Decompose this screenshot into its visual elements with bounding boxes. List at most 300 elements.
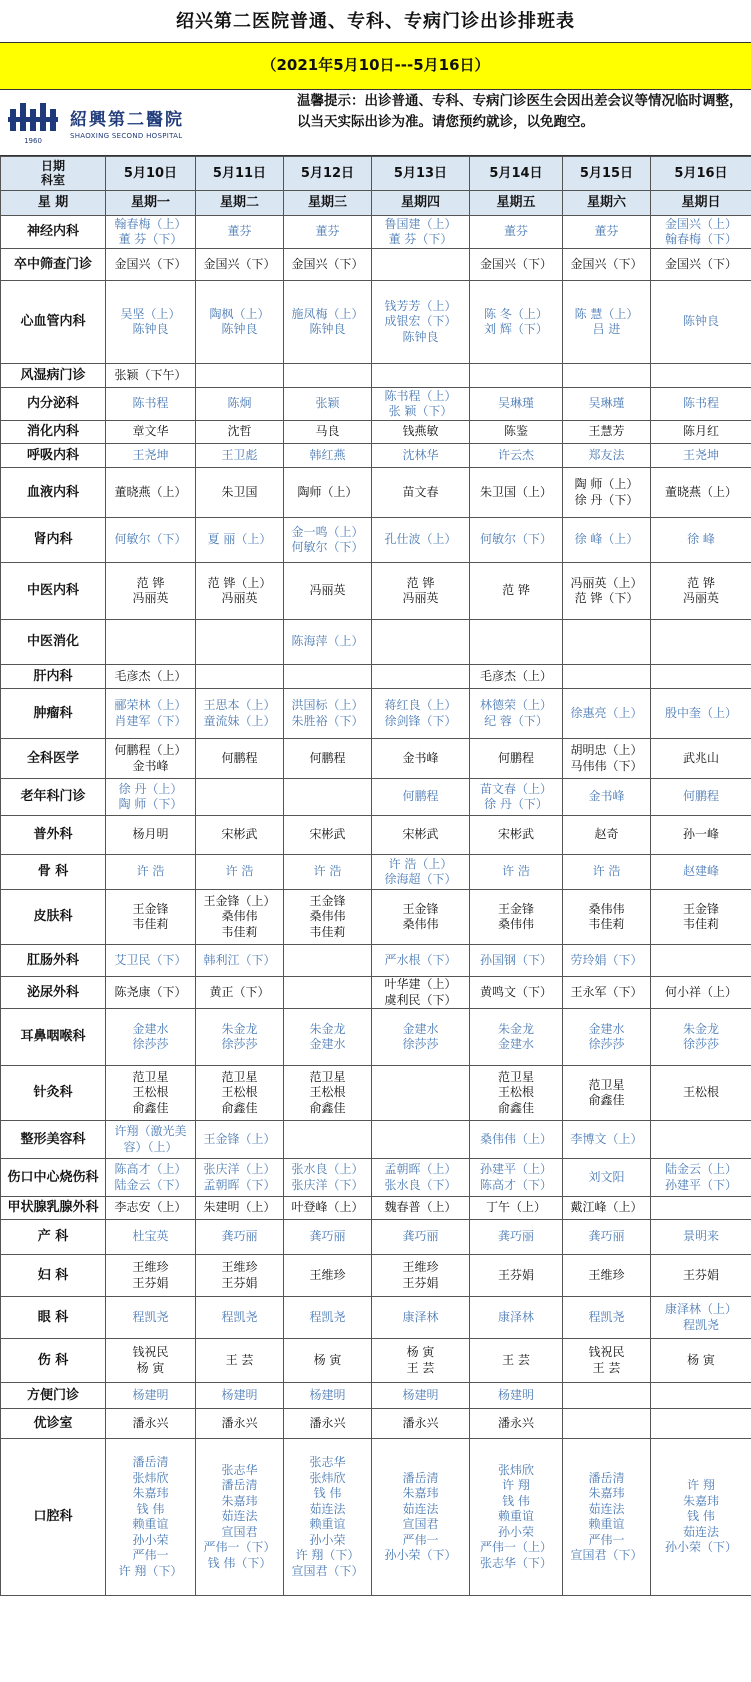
doctor-name: 王松根 xyxy=(132,1085,169,1100)
schedule-cell xyxy=(284,689,372,739)
doctor-name: 董 芬（下） xyxy=(388,232,453,246)
schedule-cell xyxy=(196,249,284,281)
doctor-name: 陈钟良 xyxy=(402,329,439,344)
schedule-cell xyxy=(563,890,651,945)
doctor-name: 鲁国建（上） xyxy=(384,216,457,231)
doctor-name: 杨 寅 xyxy=(406,1345,435,1359)
schedule-cell xyxy=(470,444,563,468)
doctor-name: 何鹏程 xyxy=(497,750,534,765)
schedule-cell xyxy=(372,977,470,1009)
schedule-row xyxy=(1,779,751,816)
doctor-name: 吴坚（上） xyxy=(120,306,181,321)
schedule-cell xyxy=(372,1339,470,1383)
schedule-cell xyxy=(372,945,470,977)
doctor-name: 孙国钢（下） xyxy=(479,952,552,967)
doctor-name: 钱 伟（下） xyxy=(207,1555,272,1570)
schedule-cell xyxy=(196,1409,284,1439)
schedule-cell xyxy=(196,563,284,620)
doctor-name: 童流妹（上） xyxy=(203,713,276,728)
doctor-name: 冯丽英 xyxy=(309,583,346,598)
doctor-name: 王松根 xyxy=(309,1085,346,1100)
schedule-cell xyxy=(563,518,651,563)
schedule-cell xyxy=(372,563,470,620)
doctor-name: 陶 师（上） xyxy=(574,477,639,491)
schedule-cell xyxy=(284,388,372,421)
doctor-name: 叶华建（上） xyxy=(384,977,457,991)
schedule-cell xyxy=(284,444,372,468)
weekday-cell: 星期日 xyxy=(651,191,751,216)
doctor-name: 朱卫国（上） xyxy=(479,484,552,499)
doctor-name: 杨建明 xyxy=(497,1387,534,1402)
department-name: 卒中筛查门诊 xyxy=(1,249,106,281)
schedule-cell xyxy=(106,1255,196,1297)
schedule-cell xyxy=(284,1339,372,1383)
doctor-name: 钱祝民 xyxy=(588,1345,625,1359)
doctor-name: 程凯尧 xyxy=(682,1317,719,1332)
weekday-cell: 星期二 xyxy=(196,191,284,216)
schedule-cell xyxy=(651,1220,751,1255)
department-name: 心血管内科 xyxy=(1,281,106,364)
schedule-table xyxy=(0,156,751,1596)
schedule-cell xyxy=(372,444,470,468)
schedule-cell xyxy=(196,1009,284,1066)
doctor-name: 金一鸣（上） xyxy=(291,524,364,539)
schedule-cell xyxy=(470,1255,563,1297)
schedule-cell xyxy=(372,1197,470,1220)
schedule-cell xyxy=(470,689,563,739)
doctor-name: 王金锋 xyxy=(402,901,439,916)
doctor-name: 何鹏程（上） xyxy=(114,743,187,757)
schedule-cell xyxy=(106,563,196,620)
schedule-row xyxy=(1,1297,751,1339)
schedule-cell xyxy=(284,620,372,665)
schedule-cell xyxy=(196,1297,284,1339)
schedule-cell xyxy=(470,1009,563,1066)
department-name: 方便门诊 xyxy=(1,1383,106,1409)
doctor-name: 金国兴（上） xyxy=(664,216,737,231)
schedule-cell xyxy=(651,1255,751,1297)
department-name: 皮肤科 xyxy=(1,890,106,945)
schedule-cell xyxy=(106,689,196,739)
department-name: 呼吸内科 xyxy=(1,444,106,468)
doctor-name: 许 浩 xyxy=(592,864,621,879)
department-name: 普外科 xyxy=(1,816,106,855)
doctor-name: 张志华（下） xyxy=(479,1555,552,1570)
schedule-cell xyxy=(563,1297,651,1339)
schedule-cell xyxy=(563,1439,651,1596)
schedule-cell xyxy=(284,364,372,388)
schedule-cell xyxy=(470,1066,563,1121)
doctor-name: 潘岳清 xyxy=(402,1470,439,1485)
schedule-row xyxy=(1,364,751,388)
schedule-cell xyxy=(106,518,196,563)
schedule-cell xyxy=(651,816,751,855)
schedule-cell xyxy=(196,1383,284,1409)
schedule-cell xyxy=(372,1159,470,1197)
doctor-name: 黄鸣文（下） xyxy=(479,984,552,999)
doctor-name: 金书峰 xyxy=(402,750,439,765)
doctor-name: 孙一峰 xyxy=(682,827,719,842)
department-name: 耳鼻咽喉科 xyxy=(1,1009,106,1066)
doctor-name: 韩利江（下） xyxy=(203,952,276,967)
doctor-name: 王 芸 xyxy=(502,1352,530,1367)
doctor-name: 孙小荣（下） xyxy=(384,1548,457,1562)
schedule-row xyxy=(1,739,751,779)
schedule-cell xyxy=(470,1409,563,1439)
schedule-row xyxy=(1,890,751,945)
doctor-name: 洪国标（上） xyxy=(291,698,364,712)
doctor-name: 钱 伟 xyxy=(502,1493,530,1508)
doctor-name: 杨建明 xyxy=(402,1387,439,1402)
doctor-name: 赖重谊 xyxy=(132,1517,169,1531)
schedule-cell xyxy=(372,620,470,665)
schedule-cell xyxy=(651,1009,751,1066)
doctor-name: 王金锋 xyxy=(682,901,719,916)
schedule-cell xyxy=(284,1159,372,1197)
schedule-cell xyxy=(563,563,651,620)
doctor-name: 朱嘉玮 xyxy=(682,1493,719,1508)
schedule-cell xyxy=(470,779,563,816)
schedule-cell xyxy=(470,1197,563,1220)
doctor-name: 王金锋 xyxy=(132,901,169,916)
date-range: （2021年5月10日---5月16日） xyxy=(0,43,751,90)
schedule-cell xyxy=(196,468,284,518)
notice-text: 温馨提示：出诊普通、专科、专病门诊医生会因出差会议等情况临时调整，以当天实际出诊为准。请您预约就诊，以免跑空。 xyxy=(297,93,743,130)
schedule-cell xyxy=(563,1220,651,1255)
doctor-name: 金建水 xyxy=(132,1021,169,1036)
schedule-cell xyxy=(563,1339,651,1383)
schedule-cell xyxy=(196,890,284,945)
doctor-name: 王芬娟 xyxy=(497,1267,534,1282)
schedule-row xyxy=(1,1009,751,1066)
doctor-name: 杨月明 xyxy=(132,827,169,842)
doctor-name: 许 浩 xyxy=(136,864,165,879)
schedule-cell xyxy=(563,421,651,444)
schedule-cell xyxy=(470,665,563,689)
doctor-name: 许 翔（下） xyxy=(295,1548,360,1562)
doctor-name: 徐 峰（上） xyxy=(574,532,639,547)
schedule-cell xyxy=(106,1297,196,1339)
schedule-cell xyxy=(106,945,196,977)
doctor-name: 蒋红良（上） xyxy=(384,698,457,712)
doctor-name: 武兆山 xyxy=(682,750,719,765)
corner-dept-label: 科室 xyxy=(40,172,65,187)
doctor-name: 王维珍 xyxy=(588,1267,625,1282)
doctor-name: 王芬娟 xyxy=(682,1267,719,1282)
doctor-name: 金书峰 xyxy=(132,758,169,773)
doctor-name: 茹连法 xyxy=(402,1501,439,1516)
doctor-name: 俞鑫佳 xyxy=(309,1100,346,1115)
schedule-row xyxy=(1,977,751,1009)
doctor-name: 冯丽英 xyxy=(132,591,169,605)
doctor-name: 金建水 xyxy=(402,1021,439,1036)
doctor-name: 王维珍 xyxy=(402,1260,439,1274)
doctor-name: 张颖（下午） xyxy=(114,367,187,382)
schedule-row xyxy=(1,1255,751,1297)
doctor-name: 沈林华 xyxy=(402,447,439,462)
schedule-cell xyxy=(106,739,196,779)
schedule-cell xyxy=(106,364,196,388)
doctor-name: 范 铧 xyxy=(687,575,715,590)
doctor-name: 景明来 xyxy=(682,1229,719,1244)
doctor-name: 严伟一 xyxy=(588,1532,625,1547)
weekday-cell: 星期六 xyxy=(563,191,651,216)
doctor-name: 杨 寅 xyxy=(313,1352,342,1367)
doctor-name: 陈海萍（上） xyxy=(291,634,364,649)
doctor-name: 桑伟伟 xyxy=(497,917,534,931)
schedule-row xyxy=(1,1439,751,1596)
schedule-cell xyxy=(563,281,651,364)
doctor-name: 杨建明 xyxy=(132,1387,169,1402)
doctor-name: 吴琳瑾 xyxy=(588,396,625,411)
doctor-name: 范 铧 xyxy=(502,583,530,598)
header-band xyxy=(0,90,751,156)
doctor-name: 王永军（下） xyxy=(570,984,643,999)
schedule-cell xyxy=(284,1197,372,1220)
department-name: 骨 科 xyxy=(1,855,106,890)
doctor-name: 许 浩 xyxy=(502,864,530,879)
doctor-name: 陆金云（下） xyxy=(114,1177,187,1192)
doctor-name: 张 颖（下） xyxy=(388,404,453,418)
doctor-name: 严伟一（上） xyxy=(479,1540,552,1555)
doctor-name: 潘永兴 xyxy=(402,1415,439,1430)
doctor-name: 章文华 xyxy=(132,424,169,439)
doctor-name: 李志安（上） xyxy=(114,1200,187,1215)
schedule-cell xyxy=(470,1339,563,1383)
schedule-cell xyxy=(284,665,372,689)
doctor-name: 范 铧 xyxy=(136,575,165,590)
doctor-name: 潘岳清 xyxy=(221,1478,258,1493)
department-name: 老年科门诊 xyxy=(1,779,106,816)
schedule-cell xyxy=(372,468,470,518)
doctor-name: 胡明忠（上） xyxy=(570,743,643,757)
doctor-name: 金国兴（下） xyxy=(203,256,276,271)
schedule-cell xyxy=(196,216,284,249)
schedule-cell xyxy=(106,1439,196,1596)
schedule-cell xyxy=(196,388,284,421)
schedule-cell xyxy=(196,1066,284,1121)
doctor-name: 董晓燕（上） xyxy=(664,484,737,499)
schedule-cell xyxy=(106,1339,196,1383)
doctor-name: 龚巧丽 xyxy=(497,1229,534,1244)
schedule-cell xyxy=(106,1383,196,1409)
schedule-cell xyxy=(106,216,196,249)
schedule-cell xyxy=(372,689,470,739)
doctor-name: 徐 丹（上） xyxy=(118,781,183,796)
doctor-name: 范卫星 xyxy=(221,1069,258,1084)
schedule-cell xyxy=(651,1439,751,1596)
doctor-name: 钱燕敏 xyxy=(402,424,439,439)
doctor-name: 徐莎莎 xyxy=(402,1037,439,1051)
doctor-name: 龚巧丽 xyxy=(402,1229,439,1244)
schedule-cell xyxy=(106,1121,196,1159)
doctor-name: 韦佳莉 xyxy=(682,917,719,931)
schedule-row xyxy=(1,563,751,620)
weekday-cell: 星期三 xyxy=(284,191,372,216)
schedule-cell xyxy=(196,1220,284,1255)
schedule-cell xyxy=(284,563,372,620)
doctor-name: 王松根 xyxy=(682,1085,719,1100)
doctor-name: 陶师（上） xyxy=(297,484,358,499)
doctor-name: 林德荣（上） xyxy=(479,698,552,712)
doctor-name: 许 浩 xyxy=(313,864,342,879)
doctor-name: 陈钟良 xyxy=(309,322,346,336)
schedule-cell xyxy=(470,281,563,364)
schedule-cell xyxy=(563,739,651,779)
doctor-name: 徐 丹（下） xyxy=(574,492,639,507)
doctor-name: 王松根 xyxy=(221,1085,258,1100)
doctor-name: 许 浩（上） xyxy=(388,856,453,871)
doctor-name: 夏 丽（上） xyxy=(207,532,272,547)
doctor-name: 何敏尔（下） xyxy=(479,532,552,547)
department-name: 神经内科 xyxy=(1,216,106,249)
doctor-name: 陈书程（上） xyxy=(384,388,457,403)
doctor-name: 茹连法 xyxy=(309,1501,346,1516)
schedule-cell xyxy=(284,779,372,816)
schedule-cell xyxy=(470,977,563,1009)
doctor-name: 范 铧（上） xyxy=(207,575,272,590)
doctor-name: 李博文（上） xyxy=(570,1131,643,1146)
doctor-name: 魏春普（上） xyxy=(384,1200,457,1215)
schedule-cell xyxy=(284,1383,372,1409)
schedule-row xyxy=(1,1409,751,1439)
doctor-name: 王维珍 xyxy=(309,1267,346,1282)
schedule-cell xyxy=(651,388,751,421)
schedule-row xyxy=(1,945,751,977)
doctor-name: 叶登峰（上） xyxy=(291,1200,364,1215)
doctor-name: 杨 寅 xyxy=(687,1352,715,1367)
doctor-name: 孟朝晖（下） xyxy=(203,1177,276,1192)
schedule-cell xyxy=(106,665,196,689)
date-cell: 5月11日 xyxy=(196,157,284,191)
doctor-name: 朱胜裕（下） xyxy=(291,713,364,728)
schedule-cell xyxy=(196,1339,284,1383)
schedule-cell xyxy=(651,689,751,739)
logo-english-name: SHAOXING SECOND HOSPITAL xyxy=(70,132,183,140)
doctor-name: 刘 辉（下） xyxy=(484,322,548,336)
schedule-cell xyxy=(106,1220,196,1255)
schedule-cell xyxy=(372,1409,470,1439)
doctor-name: 孙小荣 xyxy=(497,1524,534,1539)
schedule-row xyxy=(1,1197,751,1220)
doctor-name: 孔仕波（上） xyxy=(384,532,457,547)
doctor-name: 俞鑫佳 xyxy=(221,1100,258,1115)
doctor-name: 康泽林 xyxy=(402,1309,439,1324)
doctor-name: 康泽林（上） xyxy=(664,1302,737,1316)
schedule-cell xyxy=(284,216,372,249)
schedule-cell xyxy=(284,1121,372,1159)
doctor-name: 宣国君 xyxy=(221,1524,258,1539)
doctor-name: 董芬 xyxy=(503,224,528,239)
schedule-cell xyxy=(196,364,284,388)
schedule-cell xyxy=(651,444,751,468)
doctor-name: 何鹏程 xyxy=(221,750,258,765)
doctor-name: 孙小荣（下） xyxy=(664,1540,737,1555)
schedule-cell xyxy=(106,249,196,281)
doctor-name: 范卫星 xyxy=(132,1069,169,1084)
logo-year: 1960 xyxy=(24,136,42,145)
schedule-cell xyxy=(372,1383,470,1409)
doctor-name: 范 铧（下） xyxy=(574,591,639,605)
doctor-name: 王 芸 xyxy=(406,1360,435,1375)
schedule-cell xyxy=(563,1009,651,1066)
department-name: 口腔科 xyxy=(1,1439,106,1596)
schedule-row xyxy=(1,855,751,890)
doctor-name: 严伟一 xyxy=(132,1548,169,1562)
schedule-cell xyxy=(651,1297,751,1339)
schedule-cell xyxy=(651,1339,751,1383)
weekday-header-row xyxy=(1,191,751,216)
doctor-name: 范卫星 xyxy=(588,1077,625,1092)
schedule-row xyxy=(1,620,751,665)
doctor-name: 金建水 xyxy=(309,1037,346,1051)
doctor-name: 潘永兴 xyxy=(221,1415,258,1430)
doctor-name: 茹连法 xyxy=(221,1509,258,1524)
doctor-name: 张炜欣 xyxy=(132,1470,169,1485)
schedule-cell xyxy=(563,388,651,421)
schedule-cell xyxy=(284,1409,372,1439)
doctor-name: 冯丽英 xyxy=(221,591,258,605)
doctor-name: 康泽林 xyxy=(497,1309,534,1324)
doctor-name: 韦佳莉 xyxy=(132,917,169,931)
doctor-name: 成银宏（下） xyxy=(384,314,457,329)
doctor-name: 韦佳莉 xyxy=(221,924,258,939)
doctor-name: 金书峰 xyxy=(588,789,625,804)
schedule-cell xyxy=(470,364,563,388)
schedule-row xyxy=(1,1159,751,1197)
doctor-name: 张庆洋（下） xyxy=(291,1177,364,1192)
schedule-cell xyxy=(196,1255,284,1297)
doctor-name: 孟朝晖（上） xyxy=(384,1162,457,1176)
schedule-cell xyxy=(651,665,751,689)
doctor-name: 朱建明（上） xyxy=(203,1200,276,1215)
schedule-cell xyxy=(372,890,470,945)
department-name: 中医内科 xyxy=(1,563,106,620)
doctor-name: 杨 寅 xyxy=(136,1360,165,1375)
schedule-cell xyxy=(196,1159,284,1197)
doctor-name: 何鹏程 xyxy=(402,789,439,804)
hospital-logo xyxy=(0,90,295,155)
doctor-name: 徐莎莎 xyxy=(588,1037,625,1051)
department-name: 全科医学 xyxy=(1,739,106,779)
date-cell: 5月13日 xyxy=(372,157,470,191)
doctor-name: 朱嘉玮 xyxy=(221,1493,258,1508)
schedule-cell xyxy=(563,1121,651,1159)
schedule-cell xyxy=(284,739,372,779)
schedule-cell xyxy=(651,855,751,890)
doctor-name: 范卫星 xyxy=(497,1069,534,1084)
doctor-name: 王金锋 xyxy=(309,893,346,908)
schedule-cell xyxy=(372,1066,470,1121)
doctor-name: 金建水 xyxy=(588,1021,625,1036)
schedule-cell xyxy=(470,855,563,890)
doctor-name: 宋彬武 xyxy=(221,827,258,842)
page-title: 绍兴第二医院普通、专科、专病门诊出诊排班表 xyxy=(0,0,751,43)
doctor-name: 沈哲 xyxy=(227,424,252,439)
schedule-cell xyxy=(372,388,470,421)
corner-date-label: 日期 xyxy=(40,159,65,173)
doctor-name: 陈高才（下） xyxy=(479,1177,552,1192)
corner-cell xyxy=(1,157,106,191)
schedule-cell xyxy=(651,281,751,364)
doctor-name: 杨建明 xyxy=(309,1387,346,1402)
schedule-cell xyxy=(284,1439,372,1596)
schedule-cell xyxy=(470,468,563,518)
doctor-name: 王松根 xyxy=(497,1085,534,1100)
schedule-cell xyxy=(563,620,651,665)
doctor-name: 陈 冬（上） xyxy=(484,306,548,321)
doctor-name: 茹连法 xyxy=(588,1501,625,1516)
